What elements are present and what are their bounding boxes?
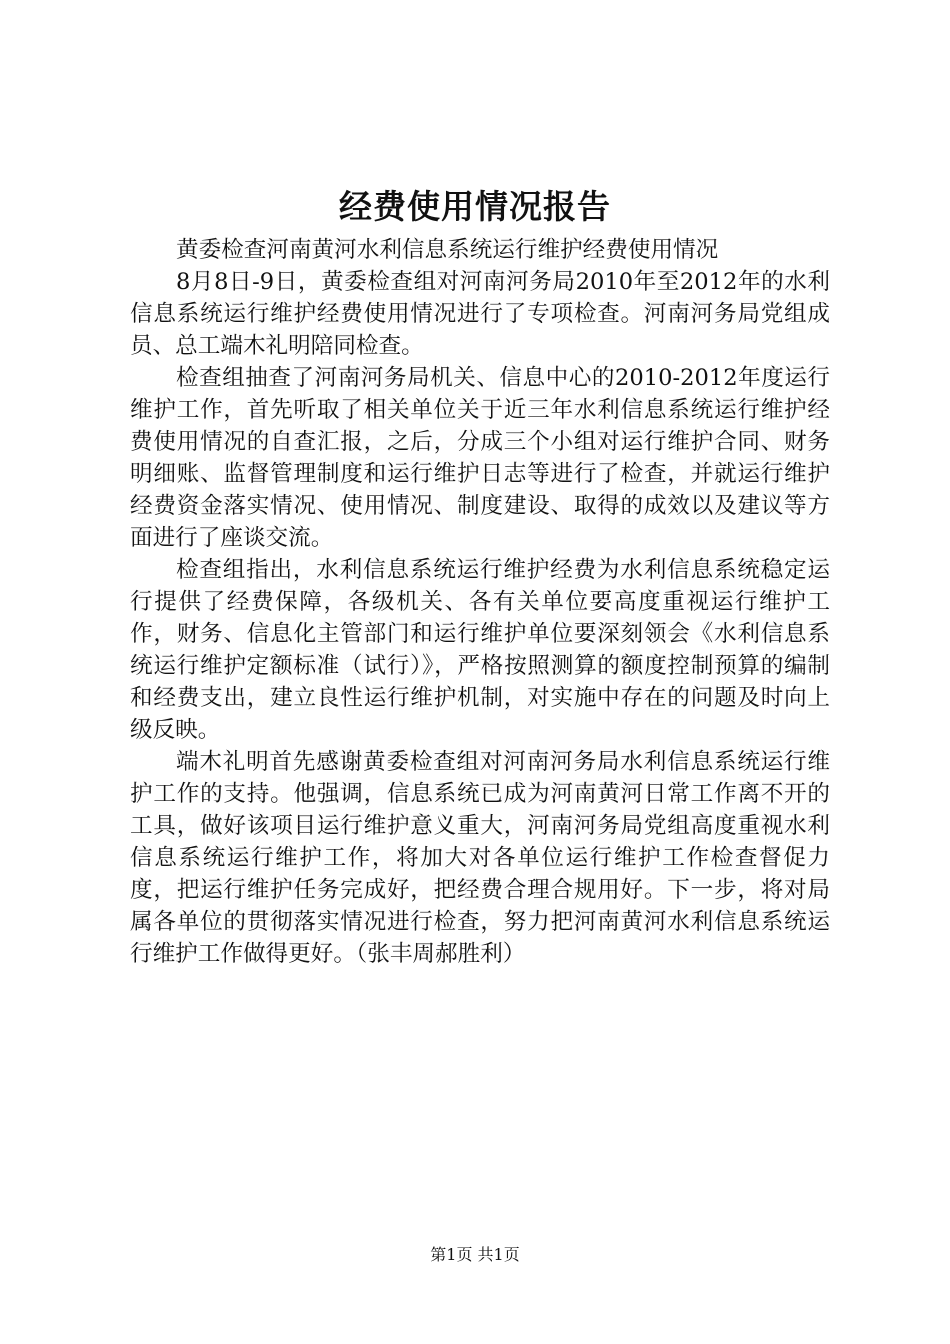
page-title: 经费使用情况报告 [339,187,611,226]
paragraph-4: 端木礼明首先感谢黄委检查组对河南河务局水利信息系统运行维护工作的支持。他强调，信息系统已成为河南黄河日常工作离不开的工具，做好该项目运行维护意义重大，河南河务局党组高度重视水利信息系统运行维护工作，将加大对各单位运行维护工作检查督促力度，把运行维护任务完成好，把经费合理合规用好。下一步，将对局属各单位的贯彻落实情况进行检查，努力把河南黄河水利信息系统运行维护工作做得更好。（张丰周郝胜利） [130,749,830,967]
paragraph-2: 检查组抽查了河南河务局机关、信息中心的2010-2012年度运行维护工作，首先听取了相关单位关于近三年水利信息系统运行维护经费使用情况的自查汇报，之后，分成三个小组对运行维护合同、财务明细账、监督管理制度和运行维护日志等进行了检查，并就运行维护经费资金落实情况、使用情况、制度建设、取得的成效以及建议等方面进行了座谈交流。 [130,365,830,551]
page-footer: 第1页 共1页 [430,1245,520,1264]
article-subtitle: 黄委检查河南黄河水利信息系统运行维护经费使用情况 [176,237,719,263]
paragraph-1: 8月8日-9日，黄委检查组对河南河务局2010年至2012年的水利信息系统运行维护经费使用情况进行了专项检查。河南河务局党组成员、总工端木礼明陪同检查。 [130,269,830,359]
document-body [130,234,830,970]
paragraph-3: 检查组指出，水利信息系统运行维护经费为水利信息系统稳定运行提供了经费保障，各级机关、各有关单位要高度重视运行维护工作，财务、信息化主管部门和运行维护单位要深刻领会《水利信息系统运行维护定额标准（试行）》，严格按照测算的额度控制预算的编制和经费支出，建立良性运行维护机制，对实施中存在的问题及时向上级反映。 [130,557,830,743]
